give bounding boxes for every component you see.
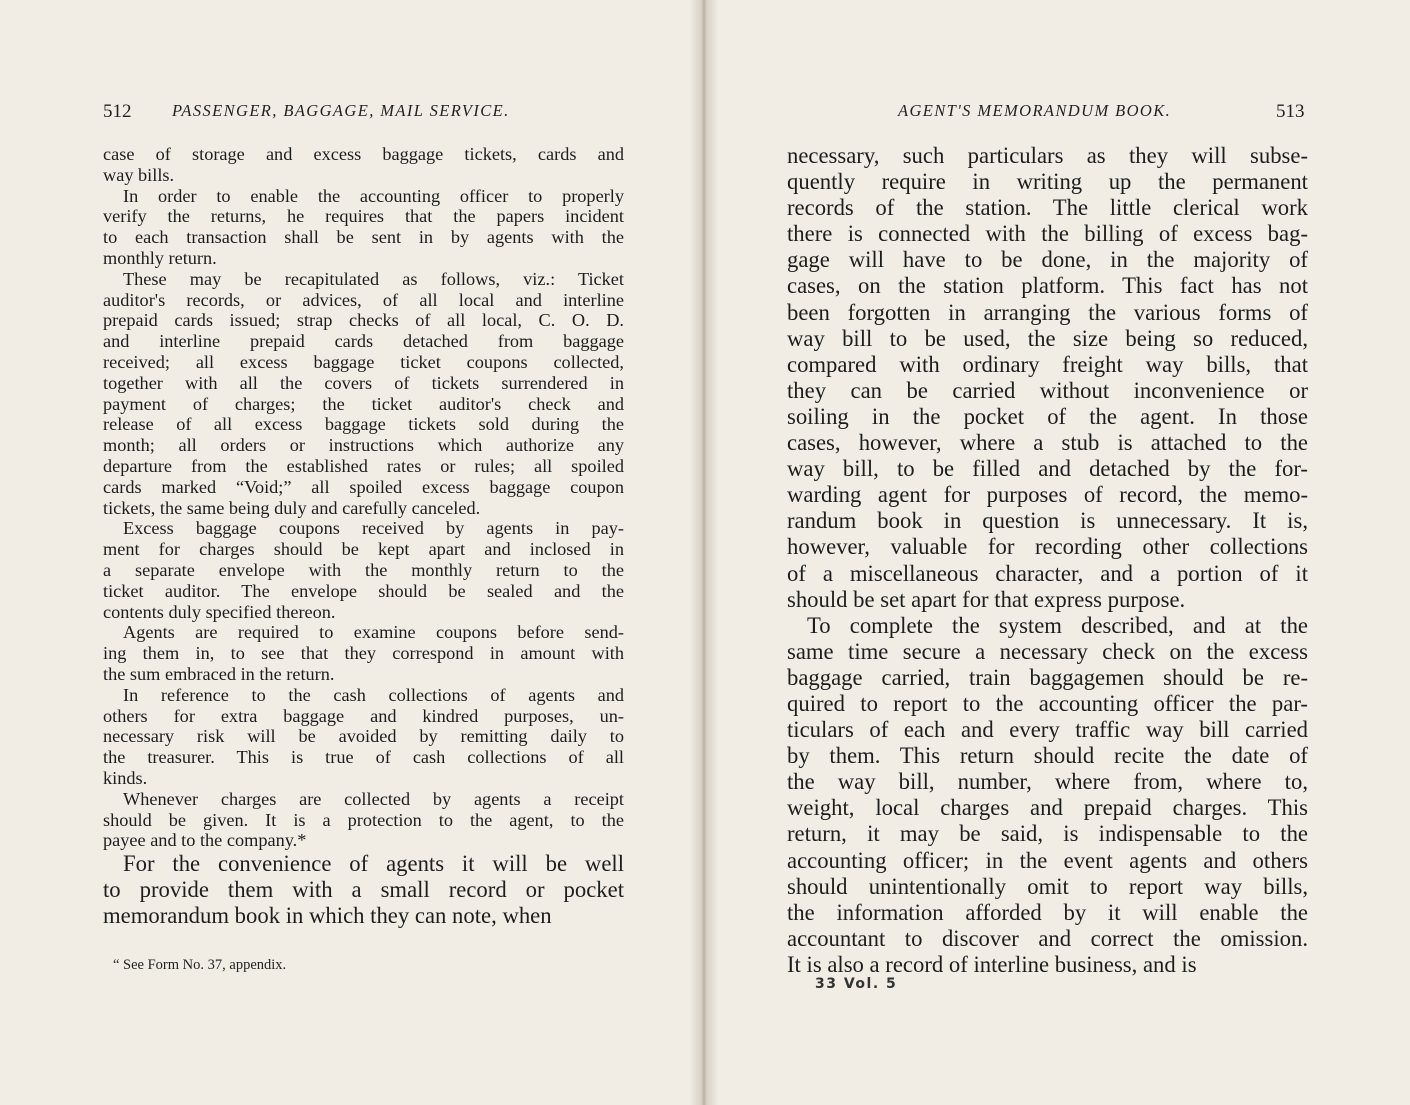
text-line: In reference to the cash collections of agents and (123, 684, 624, 705)
text-line: cases, on the station platform. This fact has not (787, 273, 1308, 299)
text-line: same time secure a necessary check on the excess (787, 638, 1308, 664)
text-line: Whenever charges are collected by agents a receipt (123, 788, 624, 809)
text-line: release of all excess baggage tickets sold during the (103, 414, 624, 435)
text-line: weight, local charges and prepaid charges. This (787, 795, 1308, 821)
text-line: return, it may be said, is indispensable to the (787, 821, 1308, 847)
text-line: ment for charges should be kept apart and inclosed in (103, 539, 624, 560)
text-line: randum book in question is unnecessary. It is, (787, 508, 1308, 534)
text-line: gage will have to be done, in the majority of (787, 247, 1308, 273)
paragraph (103, 789, 624, 851)
text-line: the way bill, number, where from, where to, (787, 769, 1308, 795)
paragraph (787, 613, 1308, 978)
text-line: necessary risk will be avoided by remitting daily to (103, 726, 624, 747)
text-line: prepaid cards issued; strap checks of all local, C. O. D. (103, 310, 624, 331)
left-page-number: 512 (103, 101, 132, 122)
text-line: ticket auditor. The envelope should be sealed and the (103, 580, 624, 601)
text-line: way bill to be used, the size being so reduced, (787, 325, 1308, 351)
text-line: tickets, the same being duly and carefully canceled. (103, 497, 481, 518)
text-line: accounting officer; in the event agents and others (787, 847, 1308, 873)
text-line: ticulars of each and every traffic way bill carried (787, 717, 1308, 743)
text-line: payee and to the company.* (103, 830, 307, 851)
text-line: quired to report to the accounting officer the par- (787, 690, 1308, 716)
text-line: departure from the established rates or rules; all spoiled (103, 455, 624, 476)
text-line: verify the returns, he requires that the papers incident (103, 206, 624, 227)
text-line: a separate envelope with the monthly return to the (103, 559, 624, 580)
text-line: These may be recapitulated as follows, viz.: Ticket (123, 268, 624, 289)
text-line: they can be carried without inconvenience or (787, 377, 1308, 403)
book-gutter (690, 0, 718, 1105)
text-line: monthly return. (103, 247, 217, 268)
text-line: to each transaction shall be sent in by agents with the (103, 227, 624, 248)
text-line: others for extra baggage and kindred purposes, un- (103, 705, 624, 726)
text-line: case of storage and excess baggage tickets, cards and (103, 144, 624, 164)
text-line: baggage carried, train baggagemen should be re- (787, 664, 1308, 690)
text-line: there is connected with the billing of excess bag- (787, 221, 1308, 247)
text-line: It is also a record of interline business, and is (787, 951, 1197, 977)
text-line: to provide them with a small record or pocket (103, 877, 624, 903)
text-line: together with all the covers of tickets surrendered in (103, 372, 624, 393)
text-line: and interline prepaid cards detached from baggage (103, 331, 624, 352)
text-line: cards marked “Void;” all spoiled excess baggage coupon (103, 476, 624, 497)
paragraph (103, 851, 624, 929)
paragraph (103, 685, 624, 789)
text-line: accountant to discover and correct the omission. (787, 925, 1308, 951)
left-body-text (103, 144, 624, 929)
text-line: of a miscellaneous character, and a portion of it (787, 560, 1308, 586)
text-line: the information afforded by it will enable the (787, 899, 1308, 925)
text-line: Excess baggage coupons received by agents in pay- (123, 518, 624, 539)
text-line: way bills. (103, 164, 175, 185)
text-line: should unintentionally omit to report way bills, (787, 873, 1308, 899)
text-line: ing them in, to see that they correspond in amount with (103, 643, 624, 664)
text-line: compared with ordinary freight way bills, that (787, 351, 1308, 377)
text-line: the sum embraced in the return. (103, 663, 335, 684)
text-line: been forgotten in arranging the various forms of (787, 299, 1308, 325)
text-line: however, valuable for recording other collections (787, 534, 1308, 560)
footnote: “ See Form No. 37, appendix. (113, 957, 287, 973)
text-line: way bill, to be filled and detached by the for- (787, 456, 1308, 482)
right-running-title: AGENT'S MEMORANDUM BOOK. (898, 101, 1172, 120)
paragraph (103, 269, 624, 519)
text-line: by them. This return should recite the date of (787, 743, 1308, 769)
text-line: received; all excess baggage ticket coupons collected, (103, 351, 624, 372)
text-line: should be given. It is a protection to the agent, to the (103, 809, 624, 830)
text-line: auditor's records, or advices, of all local and interline (103, 289, 624, 310)
paragraph (103, 144, 624, 186)
text-line: necessary, such particulars as they will subse- (787, 143, 1308, 168)
text-line: cases, however, where a stub is attached to the (787, 430, 1308, 456)
text-line: memorandum book in which they can note, when (103, 903, 552, 929)
text-line: payment of charges; the ticket auditor's check and (103, 393, 624, 414)
text-line: To complete the system described, and at the (807, 612, 1308, 638)
text-line: For the convenience of agents it will be well (123, 851, 624, 877)
text-line: the treasurer. This is true of cash collections of all (103, 747, 624, 768)
text-line: kinds. (103, 767, 148, 788)
text-line: In order to enable the accounting officer to properly (123, 185, 624, 206)
right-page-number: 513 (1276, 101, 1305, 122)
right-body-text (787, 143, 1308, 978)
text-line: month; all orders or instructions which authorize any (103, 435, 624, 456)
left-running-title: PASSENGER, BAGGAGE, MAIL SERVICE. (172, 101, 510, 120)
printer-signature: 33 Vol. 5 (815, 976, 898, 992)
paragraph (103, 186, 624, 269)
text-line: contents duly specified thereon. (103, 601, 336, 622)
paragraph (103, 622, 624, 684)
text-line: quently require in writing up the permanent (787, 169, 1308, 195)
paragraph (787, 143, 1308, 613)
paragraph (103, 518, 624, 622)
text-line: warding agent for purposes of record, the memo- (787, 482, 1308, 508)
text-line: Agents are required to examine coupons before send- (123, 622, 624, 643)
text-line: soiling in the pocket of the agent. In those (787, 403, 1308, 429)
text-line: records of the station. The little clerical work (787, 195, 1308, 221)
text-line: should be set apart for that express purpose. (787, 586, 1186, 612)
